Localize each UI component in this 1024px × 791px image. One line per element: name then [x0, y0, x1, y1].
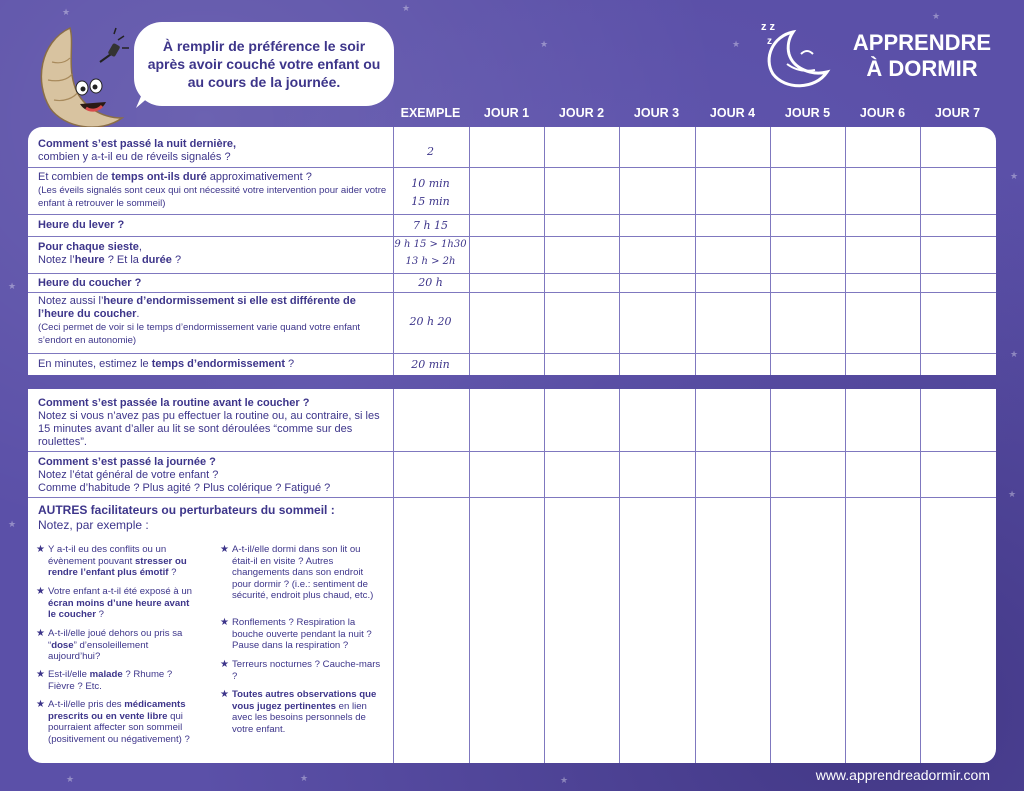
- tip-text-end: ?: [168, 567, 177, 578]
- question-duration-note: (Les éveils signalés sont ceux qui ont nécessité votre intervention pour aider votre enfant à retrouver le sommeil): [38, 185, 387, 209]
- brand-line-1: APPRENDRE: [852, 30, 992, 55]
- question-day-text-1: Notez l’état général de votre enfant ?: [38, 469, 219, 481]
- row-divider: [28, 353, 996, 354]
- website-url: www.apprendreadormir.com: [815, 767, 990, 783]
- star-bullet-icon: ★: [220, 544, 229, 555]
- tip-item: [220, 544, 382, 602]
- column-divider: [619, 389, 620, 763]
- tip-item: [220, 689, 382, 735]
- question-onset-note: (Ceci permet de voir si le temps d’endormissement varie quand votre enfant s’endort en autonomie): [38, 322, 361, 346]
- column-divider: [920, 389, 921, 763]
- column-divider: [469, 389, 470, 763]
- svg-text:z z: z z: [761, 21, 776, 33]
- tip-item: [36, 669, 198, 692]
- star-icon: ★: [560, 775, 569, 785]
- example-duration-1: 10 min: [411, 177, 450, 190]
- tip-item: [220, 617, 382, 652]
- example-naps-2: 13 h > 2h: [405, 256, 456, 267]
- question-day: [38, 456, 388, 495]
- column-divider: [770, 127, 771, 375]
- star-bullet-icon: ★: [36, 669, 45, 680]
- column-divider: [845, 389, 846, 763]
- question-bedtime: [38, 277, 388, 290]
- column-divider: [695, 389, 696, 763]
- column-divider: [845, 127, 846, 375]
- tip-text: A-t-il/elle dormi dans son lit ou était-il en visite ? Autres changements dans son endroit pour dormir ? (i.e.: sentiment de sécurité, endroit plus chaud, etc.): [232, 544, 374, 601]
- instruction-bubble: [134, 22, 394, 106]
- star-icon: ★: [540, 39, 549, 49]
- tip-text: Y a-t-il eu des conflits ou un évènement pouvant: [48, 544, 167, 567]
- tip-text: Est-il/elle: [48, 669, 90, 680]
- row-divider: [28, 214, 996, 215]
- question-wake-time-title: Heure du lever ?: [38, 219, 125, 231]
- question-wakeups-text: combien y a-t-il eu de réveils signalés ?: [38, 151, 231, 163]
- star-bullet-icon: ★: [36, 586, 45, 597]
- day-log-table: [28, 389, 996, 763]
- star-bullet-icon: ★: [220, 689, 229, 700]
- instruction-text: À remplir de préférence le soir après avoir couché votre enfant ou au cours de la journée.: [147, 38, 381, 90]
- question-naps: [38, 241, 388, 267]
- question-wake-time: [38, 219, 388, 232]
- star-bullet-icon: ★: [220, 617, 229, 628]
- row-divider: [28, 292, 996, 293]
- star-icon: ★: [402, 3, 411, 13]
- question-naps-text-1: Notez l’: [38, 254, 75, 266]
- column-divider: [544, 389, 545, 763]
- star-icon: ★: [62, 7, 71, 17]
- tip-text-end: ?: [96, 609, 105, 620]
- question-wakeups: [38, 138, 388, 164]
- tip-text: Terreurs nocturnes ? Cauche-mars ?: [232, 659, 381, 682]
- question-onset-bold: heure d’endormissement si elle est différente de l’heure du coucher: [38, 295, 356, 320]
- column-divider: [393, 389, 394, 763]
- tip-bold: stresser ou rendre l’enfant plus émotif: [48, 555, 187, 578]
- question-sleep-onset: [38, 295, 388, 347]
- tip-text-end: en lien avec les besoins personnels de votre enfant.: [232, 700, 367, 735]
- question-naps-comma: ,: [138, 241, 142, 253]
- question-bedtime-title: Heure du coucher ?: [38, 277, 142, 289]
- question-wakeups-title: Comment s’est passé la nuit dernière,: [38, 138, 237, 150]
- tip-item: [36, 586, 198, 621]
- tip-bold: médicaments prescrits ou en vente libre: [48, 699, 186, 722]
- brand-logo: [842, 30, 1002, 82]
- question-naps-duration: durée: [141, 254, 172, 266]
- tip-item: [36, 628, 198, 663]
- question-naps-title: Pour chaque sieste: [38, 241, 139, 253]
- star-bullet-icon: ★: [36, 699, 45, 710]
- column-header-day-1: JOUR 1: [483, 106, 530, 120]
- star-icon: ★: [732, 39, 741, 49]
- question-minutes-end: ?: [284, 358, 295, 370]
- tip-bold: écran moins d’une heure avant le coucher: [48, 597, 190, 620]
- example-onset-minutes: 20 min: [411, 358, 450, 371]
- question-other-title: AUTRES facilitateurs ou perturbateurs du sommeil :: [38, 503, 335, 517]
- question-other-text: Notez, par exemple :: [38, 518, 149, 532]
- question-wakeup-duration: [38, 171, 388, 210]
- column-divider: [695, 127, 696, 375]
- question-duration-text-a: Et combien de: [38, 171, 112, 183]
- column-divider: [393, 127, 394, 375]
- tip-text-end: ” d’ensoleillement aujourd’hui?: [48, 639, 149, 662]
- question-onset-minutes: [38, 358, 388, 371]
- tip-text: Ronflements ? Respiration la bouche ouverte pendant la nuit ? Pause dans la respiration ?: [232, 617, 372, 651]
- star-bullet-icon: ★: [36, 628, 45, 639]
- star-bullet-icon: ★: [36, 544, 45, 555]
- star-icon: ★: [932, 11, 941, 21]
- brand-line-2: À DORMIR: [866, 56, 978, 81]
- example-naps-1: 9 h 15 > 1h30: [394, 239, 467, 250]
- row-divider: [28, 167, 996, 168]
- example-wakeups: 2: [427, 145, 434, 158]
- question-naps-text-2: ? Et la: [104, 254, 142, 266]
- question-routine-title: Comment s’est passée la routine avant le coucher ?: [38, 397, 310, 409]
- star-icon: ★: [8, 281, 17, 291]
- question-naps-text-3: ?: [171, 254, 182, 266]
- column-header-day-3: JOUR 3: [633, 106, 680, 120]
- tip-text: A-t-il/elle joué dehors ou pris sa “: [48, 628, 183, 651]
- question-minutes-text: En minutes, estimez le: [38, 358, 152, 370]
- question-minutes-bold: temps d’endormissement: [151, 358, 285, 370]
- night-log-table: [28, 127, 996, 375]
- tip-text: Votre enfant a-t-il été exposé à un: [48, 586, 192, 597]
- column-header-day-2: JOUR 2: [558, 106, 605, 120]
- column-divider: [920, 127, 921, 375]
- question-day-title: Comment s’est passé la journée ?: [38, 456, 216, 468]
- example-wake-time: 7 h 15: [412, 219, 449, 232]
- question-duration-text-c: approximativement ?: [206, 171, 312, 183]
- star-icon: ★: [300, 773, 309, 783]
- tip-bold: dose: [51, 639, 74, 651]
- tip-bold: malade: [89, 669, 123, 680]
- star-icon: ★: [1008, 489, 1017, 499]
- question-other-factors: [38, 503, 388, 533]
- column-header-day-6: JOUR 6: [859, 106, 906, 120]
- column-header-day-4: JOUR 4: [709, 106, 756, 120]
- svg-text:z: z: [767, 36, 772, 47]
- row-divider: [28, 273, 996, 274]
- question-day-text-2: Comme d’habitude ? Plus agité ? Plus colérique ? Fatigué ?: [38, 482, 331, 494]
- croissant-moon-mascot-icon: [30, 22, 140, 134]
- question-duration-bold: temps ont-ils duré: [111, 171, 207, 183]
- row-divider: [28, 497, 996, 498]
- star-icon: ★: [8, 519, 17, 529]
- question-onset-text-1: Notez aussi l’: [38, 295, 104, 307]
- tip-item: [220, 659, 382, 682]
- column-divider: [469, 127, 470, 375]
- question-naps-hour: heure: [74, 254, 105, 266]
- column-divider: [544, 127, 545, 375]
- sleeping-moon-logo-icon: [757, 18, 835, 88]
- tip-item: [36, 699, 198, 745]
- column-header-day-5: JOUR 5: [784, 106, 831, 120]
- example-duration-2: 15 min: [411, 195, 450, 208]
- row-divider: [28, 451, 996, 452]
- tip-item: [36, 544, 198, 579]
- star-bullet-icon: ★: [220, 659, 229, 670]
- example-sleep-onset: 20 h 20: [409, 315, 452, 328]
- row-divider: [28, 236, 996, 237]
- column-divider: [770, 389, 771, 763]
- tip-text-end: ? Rhume ? Fièvre ? Etc.: [48, 669, 173, 692]
- tip-text: A-t-il/elle pris des: [48, 699, 125, 710]
- column-divider: [619, 127, 620, 375]
- tip-bold: Toutes autres observations que vous jugez pertinentes: [232, 689, 377, 712]
- question-onset-text-2: .: [136, 308, 140, 320]
- star-icon: ★: [1010, 171, 1019, 181]
- question-routine: [38, 397, 388, 449]
- column-header-example: EXEMPLE: [400, 106, 461, 120]
- star-icon: ★: [66, 774, 75, 784]
- example-bedtime: 20 h: [418, 276, 443, 289]
- question-routine-text: Notez si vous n’avez pas pu effectuer la routine ou, au contraire, si les 15 minutes avant d’aller au lit se sont déroulées “comme sur des roulettes”.: [38, 410, 380, 448]
- column-header-day-7: JOUR 7: [934, 106, 981, 120]
- tip-text-end: qui pourraient affecter son sommeil (positivement ou négativement) ?: [48, 710, 190, 745]
- star-icon: ★: [1010, 349, 1019, 359]
